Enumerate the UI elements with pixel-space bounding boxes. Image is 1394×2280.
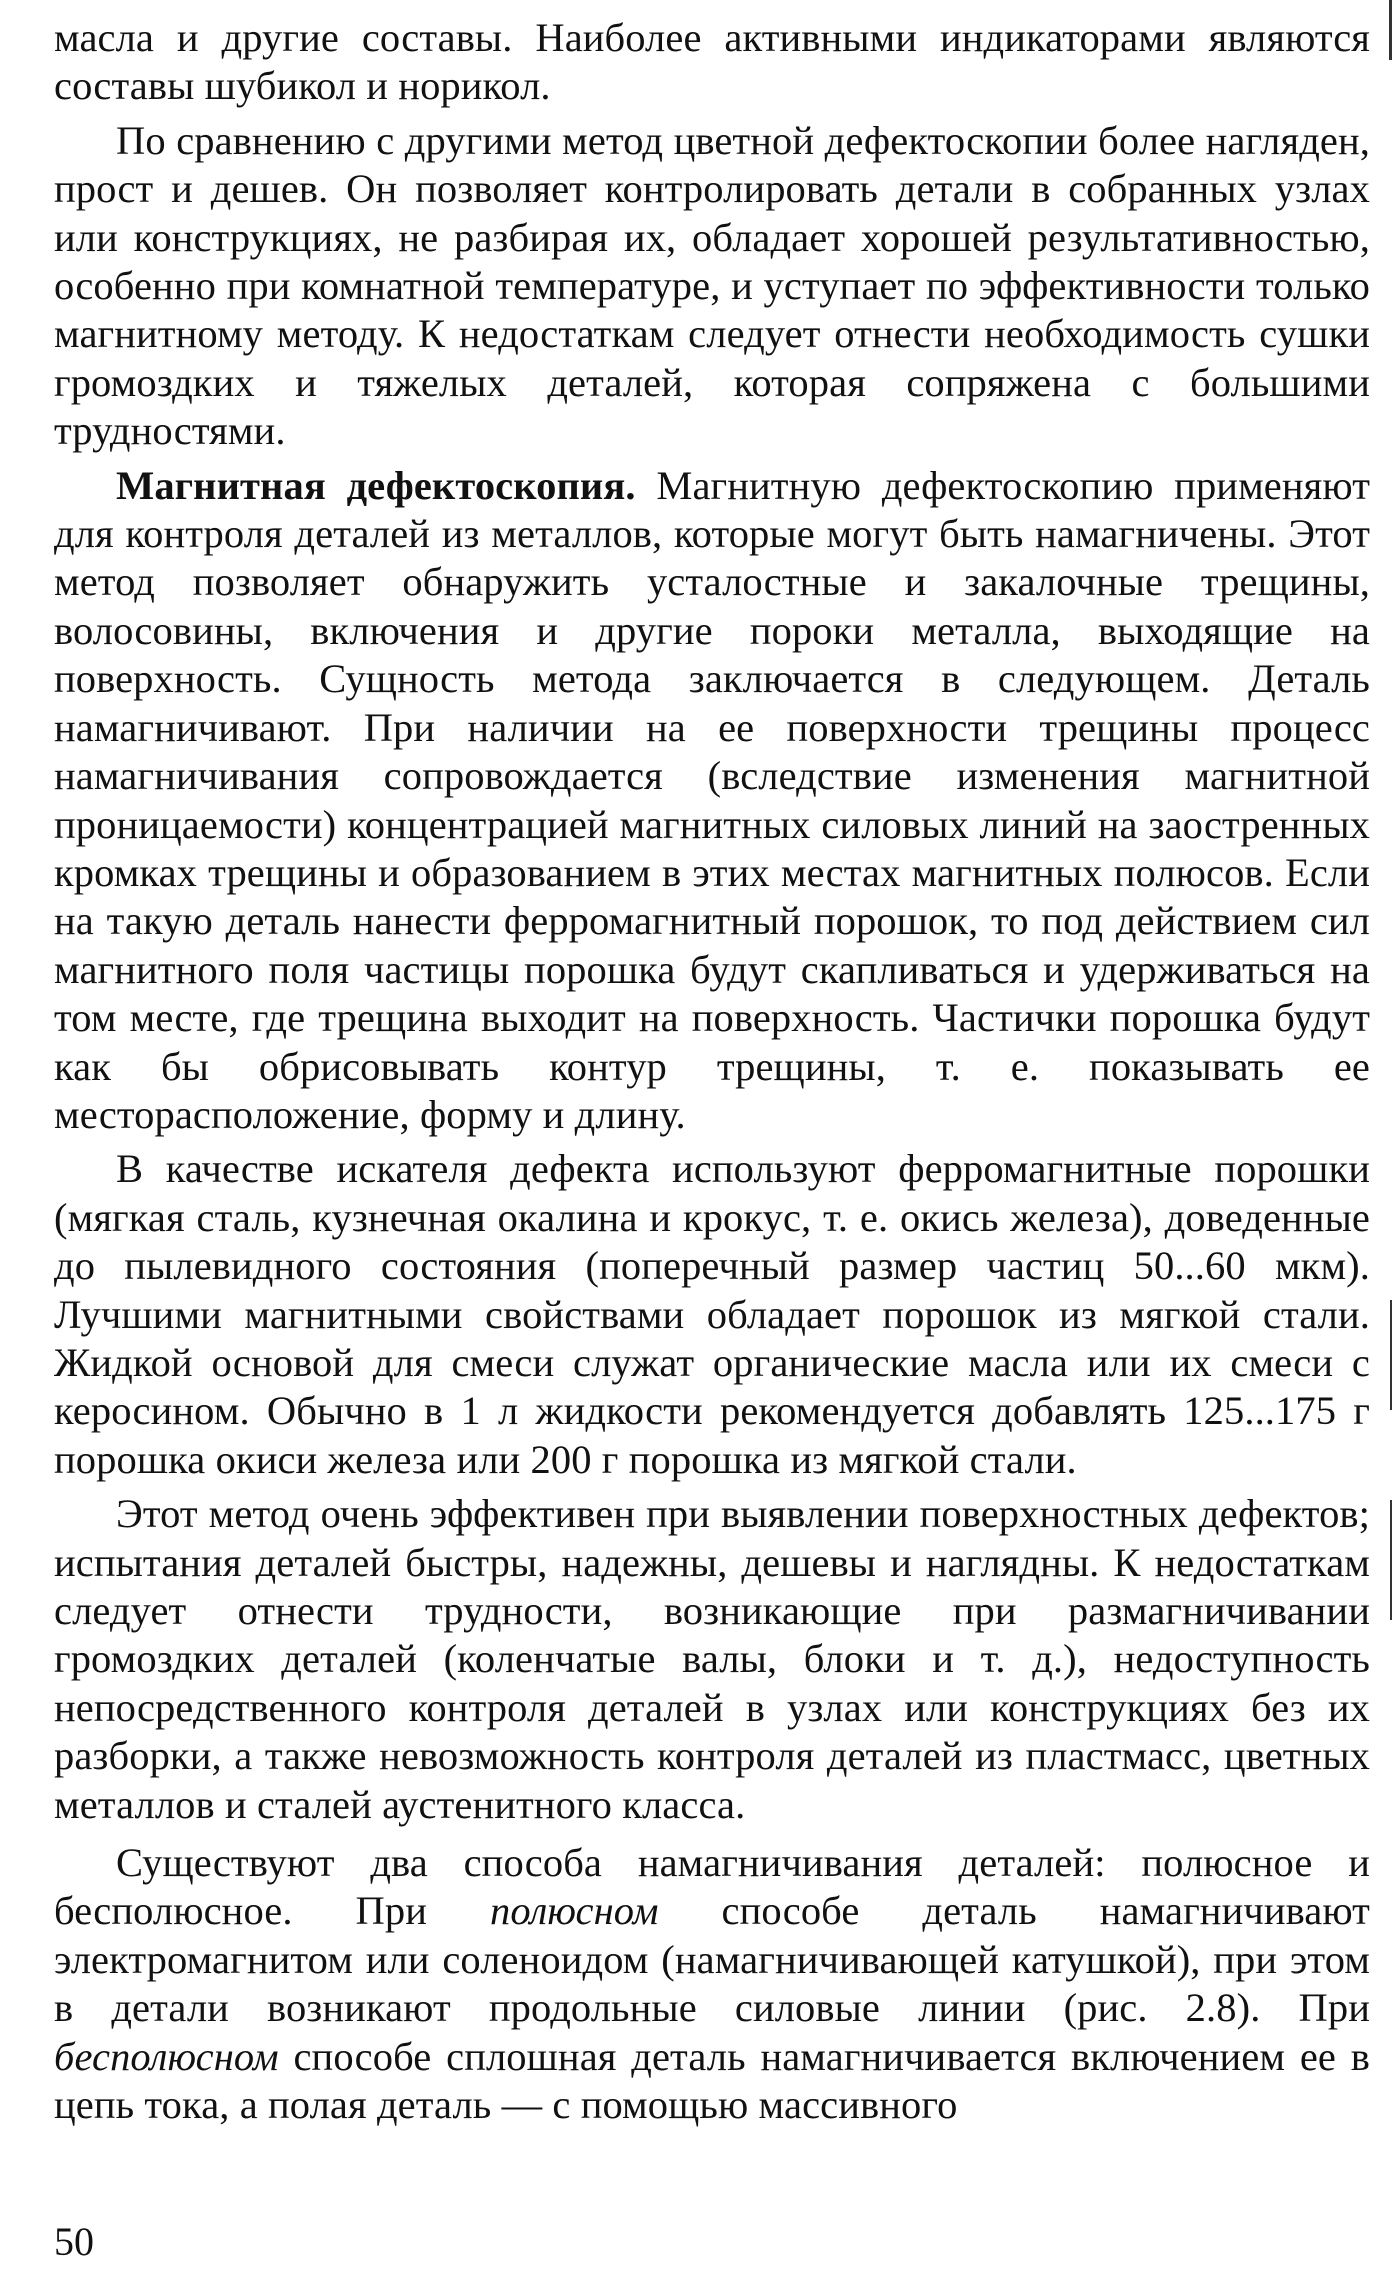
scan-edge-mark [1390, 1300, 1392, 1410]
paragraph-6-italic-a: полюсном [489, 1888, 659, 1934]
paragraph-4-text: В качестве искателя дефекта используют ферромагнитные порошки (мягкая сталь, кузнечная окалина и крокус, т. е. окись железа), доведенные до пылевидного состояния (поперечный размер частиц 50...60 мкм). Лучшими магнитными свойствами обладает порошок из мягкой стали. Жидкой основой для смеси служат органические масла или их смеси с керосином. Обычно в 1 л жидкости рекомендуется добавлять 125...175 г порошка окиси железа или 200 г порошка из мягкой стали. [54, 1146, 1370, 1482]
scan-edge-mark [1390, 1500, 1392, 1620]
paragraph-3-text: Магнитную дефектоскопию применяют для контроля деталей из металлов, которые могут быть намагничены. Этот метод позволяет обнаружить усталостные и закалочные трещины, волосовины, включения и другие пороки металла, выходящие на поверхность. Сущность метода заключается в следующем. Деталь намагничивают. При наличии на ее поверхности трещины процесс намагничивания сопровождается (вследствие изменения магнитной проницаемости) концентрацией магнитных силовых линий на заостренных кромках трещины и образованием в этих местах магнитных полюсов. Если на такую деталь нанести ферромагнитный порошок, то под действием сил магнитного поля частицы порошка будут скапливаться и удерживаться на том месте, где трещина выходит на поверхность. Частички порошка будут как бы обрисовывать контур трещины, т. е. показывать ее месторасположение, форму и длину. [54, 462, 1370, 1137]
page-body [54, 14, 1370, 2129]
paragraph-6-text-a: Существуют два способа намагничивания деталей: полюсное и бесполюсное. При [54, 1840, 1370, 1934]
body-text [54, 14, 1370, 2129]
paragraph-1 [54, 14, 1370, 111]
paragraph-6-text-b: способе деталь намагничивают электромагнитом или соленоидом (намагничивающей катушкой), при этом в детали возникают продольные силовые линии (рис. 2.8). При [54, 1888, 1370, 2031]
scan-edge-mark [1389, 0, 1392, 60]
paragraph-2-text: По сравнению с другими метод цветной дефектоскопии более нагляден, прост и дешев. Он позволяет контролировать детали в собранных узлах или конструкциях, не разбирая их, обладает хорошей результативностью, особенно при комнатной температуре, и уступает по эффективности только магнитному методу. К недостаткам следует отнести необходимость сушки громоздких и тяжелых деталей, которая сопряжена с большими трудностями. [54, 117, 1370, 454]
paragraph-4 [54, 1145, 1370, 1484]
paragraph-5-text: Этот метод очень эффективен при выявлении поверхностных дефектов; испытания деталей быстры, надежны, дешевы и наглядны. К недостаткам следует отнести трудности, возникающие при размагничивании громоздких деталей (коленчатые валы, блоки и т. д.), недоступность непосредственного контроля деталей в узлах или конструкциях без их разборки, а также невозможность контроля деталей из пластмасс, цветных металлов и сталей аустенитного класса. [54, 1491, 1370, 1827]
paragraph-3 [54, 462, 1370, 1140]
page-number: 50 [54, 2219, 94, 2264]
paragraph-2 [54, 117, 1370, 456]
paragraph-1-text: масла и другие составы. Наиболее активными индикаторами являются составы шубикол и норикол. [54, 15, 1370, 109]
section-heading-magnetic: Магнитная дефектоскопия. [116, 462, 636, 508]
paragraph-6-italic-b: бесполюсном [54, 2033, 279, 2079]
paragraph-5 [54, 1490, 1370, 1829]
paragraph-6-text-c: способе сплошная деталь намагничивается включением ее в цепь тока, а полая деталь — с помощью массивного [54, 2033, 1370, 2128]
paragraph-6 [54, 1839, 1370, 2129]
